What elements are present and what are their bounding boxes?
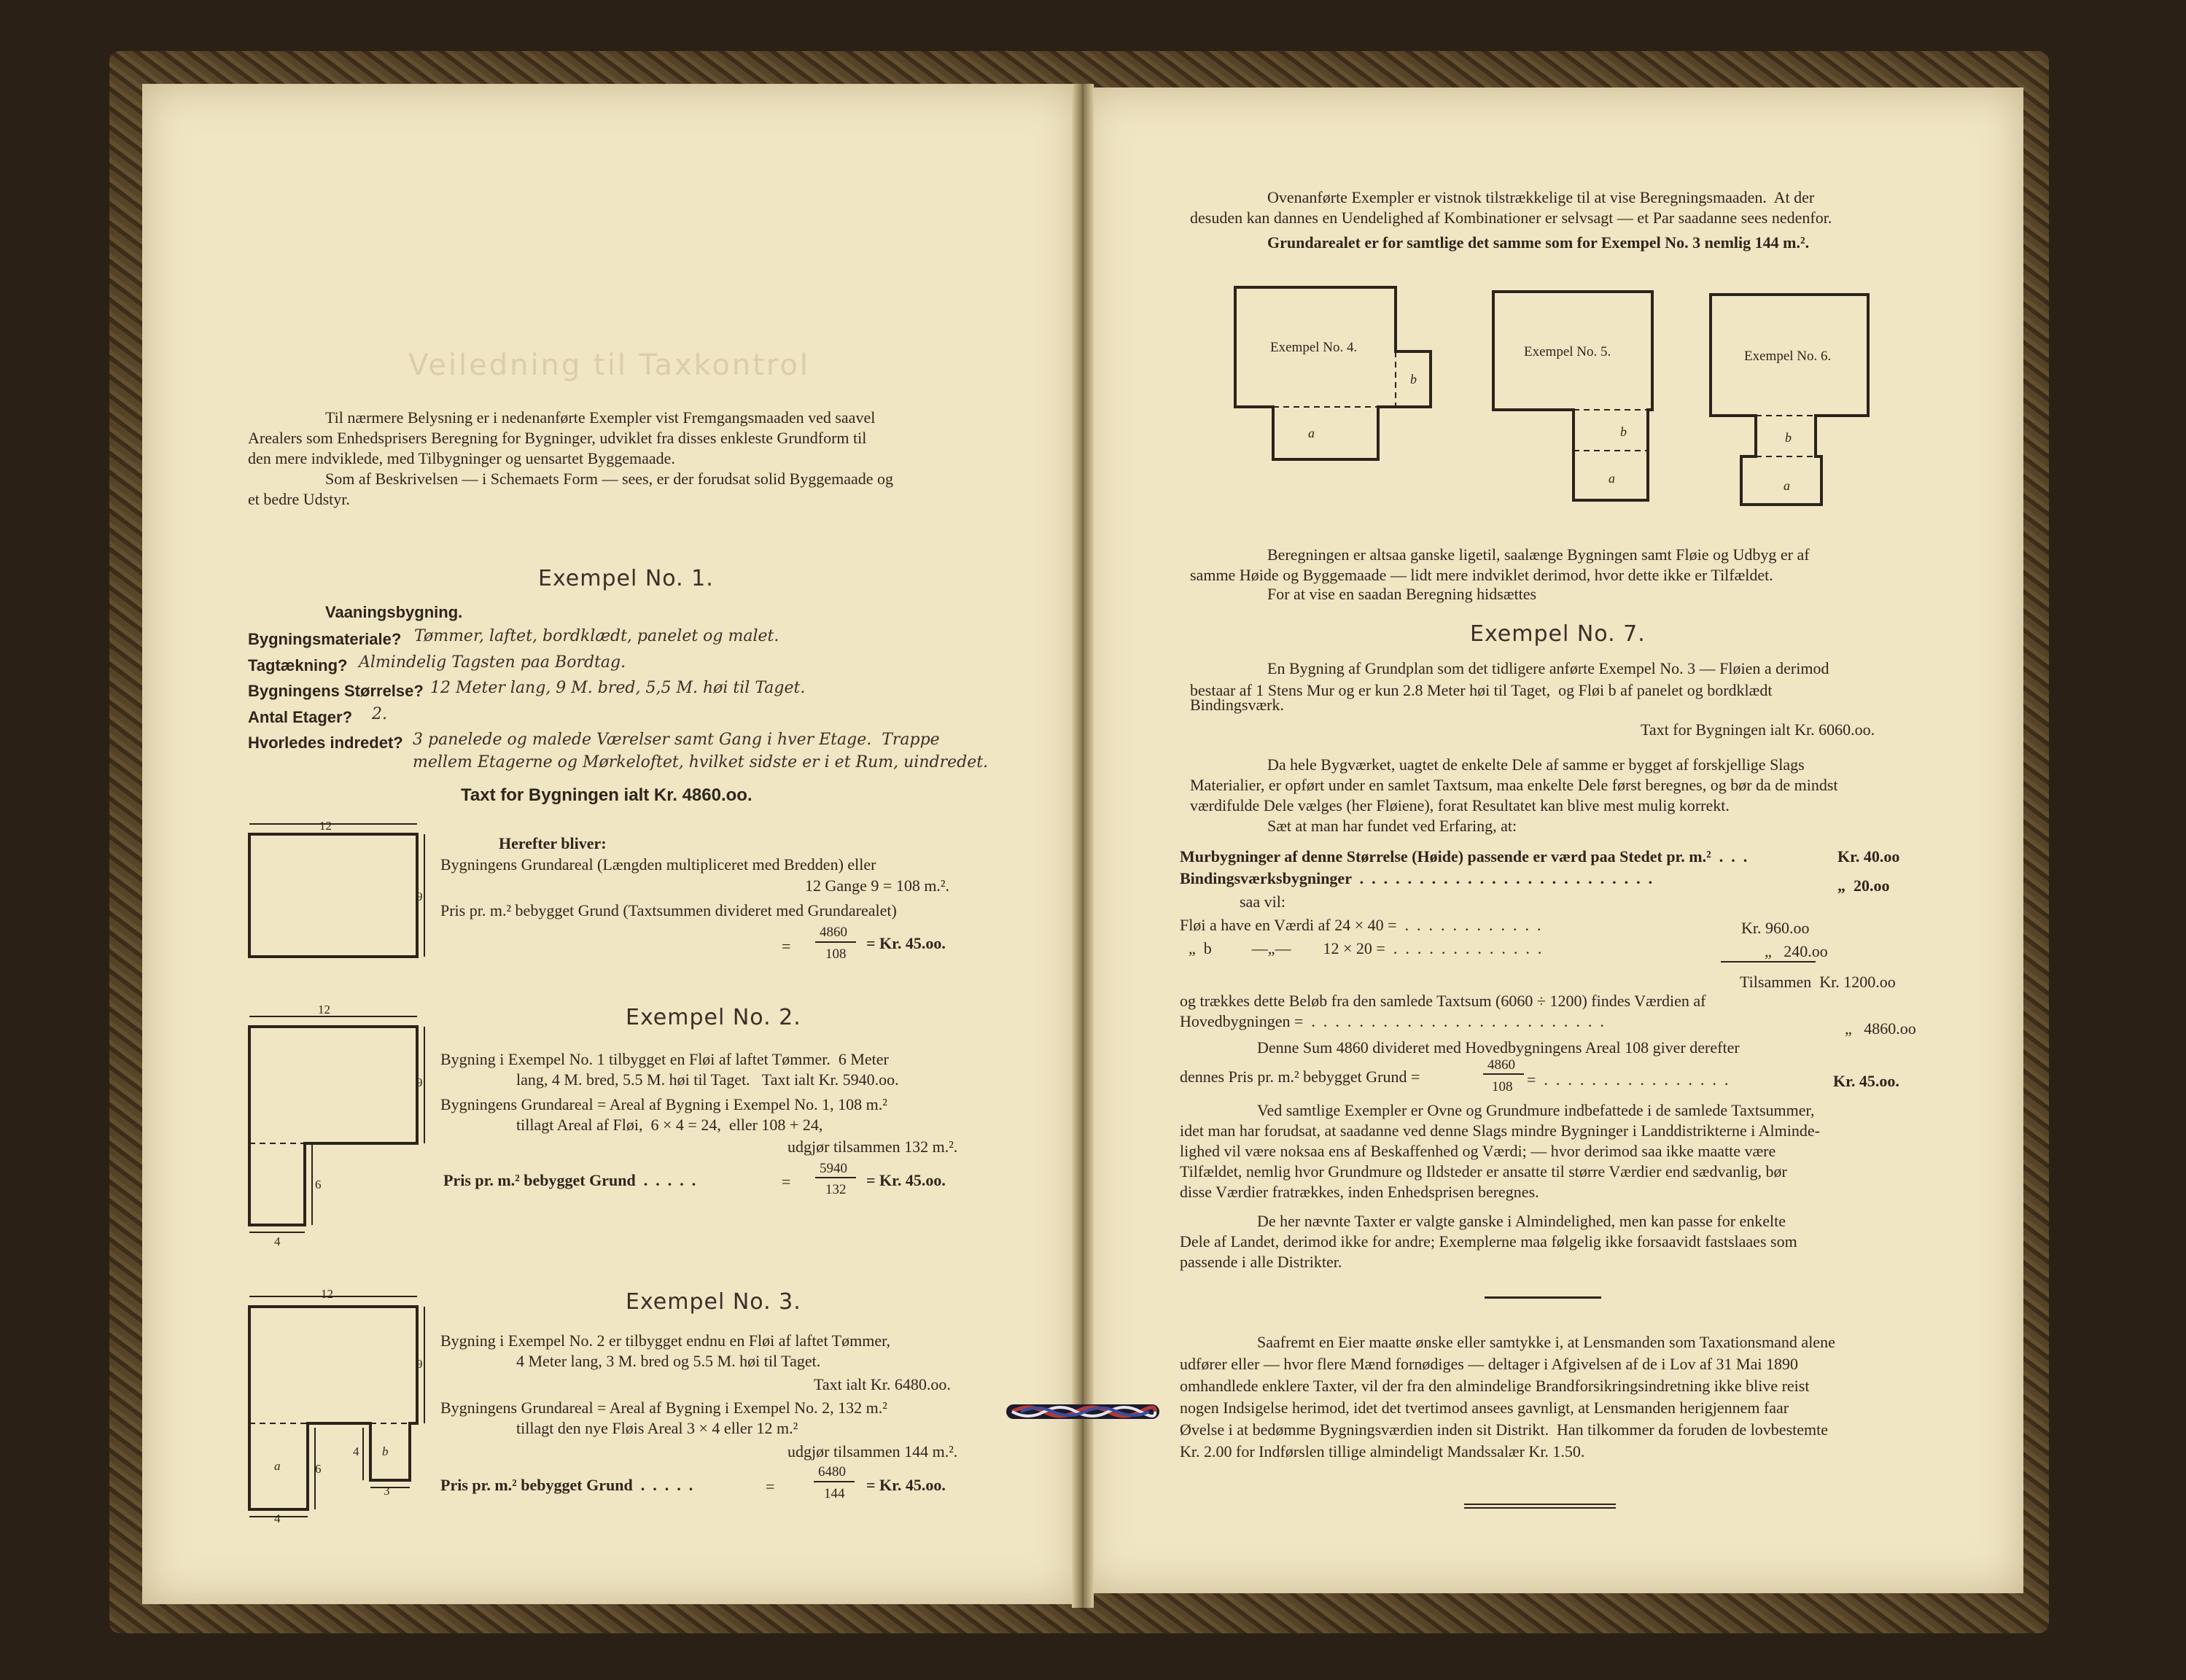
ex1-denominator: 108 bbox=[825, 946, 847, 962]
intro-line-4: Som af Beskrivelsen — i Schemaets Form — sees, er der forudsat solid Byggemaade og bbox=[325, 470, 894, 488]
exempel-3-title: Exempel No. 3. bbox=[626, 1289, 801, 1315]
fig-4-label: Exempel No. 4. bbox=[1270, 340, 1358, 355]
exempel-1-floorplan bbox=[245, 817, 435, 970]
para2-line-4: Sæt at man har fundet ved Erfaring, at: bbox=[1267, 817, 1517, 835]
ex3-dim-3: 3 bbox=[384, 1484, 390, 1498]
sum-result: Kr. 45.oo. bbox=[1833, 1072, 1899, 1090]
bind-value: „ 20.oo bbox=[1837, 876, 1890, 895]
ex7-line-2: bestaar af 1 Stens Mur og er kun 2.8 Meter høi til Taget, og Fløi b af panelet og bordklædt bbox=[1190, 681, 1773, 699]
right-intro-3: Grundarealet er for samtlige det samme som for Exempel No. 3 nemlig 144 m.². bbox=[1267, 233, 1810, 252]
para3-line-6: De her nævnte Taxter er valgte ganske i Almindelighed, men kan passe for enkelte bbox=[1257, 1212, 1786, 1230]
mur-value: Kr. 40.oo bbox=[1837, 847, 1900, 866]
ex2-dim-bottom: 4 bbox=[274, 1234, 281, 1248]
trk-line-1: og trækkes dette Beløb fra den samlede Taxtsum (6060 ÷ 1200) findes Værdien af bbox=[1180, 992, 1706, 1010]
ex2-line-3: Bygningens Grundareal = Areal af Bygning i Exempel No. 1, 108 m.² bbox=[440, 1095, 887, 1113]
ex1-eq: = bbox=[782, 937, 791, 955]
ex2-line-1: Bygning i Exempel No. 1 tilbygget en Fløi af laftet Tømmer. 6 Meter bbox=[440, 1050, 889, 1068]
ex1-line-2: Bygningens Grundareal (Længden multipliceret med Bredden) eller bbox=[440, 855, 876, 874]
para4-line-1: Saafremt en Eier maatte ønske eller samtykke i, at Lensmanden som Taxationsmand alene bbox=[1257, 1333, 1835, 1351]
ex3-wing-a: a bbox=[274, 1459, 281, 1473]
q-size: Bygningens Størrelse? bbox=[248, 682, 424, 700]
ex2-denominator: 132 bbox=[825, 1182, 847, 1197]
ex2-line-2: lang, 4 M. bred, 5.5 M. høi til Taget. Taxt ialt Kr. 5940.oo. bbox=[516, 1070, 899, 1089]
fig-6-label: Exempel No. 6. bbox=[1744, 349, 1832, 364]
ex2-fraction-bar bbox=[815, 1177, 856, 1178]
para3-line-5: disse Værdier fratrækkes, inden Enhedsprisen beregnes. bbox=[1180, 1183, 1539, 1201]
sum-dots: = . . . . . . . . . . . . . . . . bbox=[1527, 1070, 1729, 1089]
a-size: 12 Meter lang, 9 M. bred, 5,5 M. høi til Taget. bbox=[430, 679, 806, 697]
para4-line-6: Kr. 2.00 for Indførslen tillige almindeligt Mandssalær Kr. 1.50. bbox=[1180, 1442, 1585, 1461]
ex3-line-5: tillagt den nye Fløis Areal 3 × 4 eller 12 m.² bbox=[516, 1419, 798, 1437]
ex7-tax: Taxt for Bygningen ialt Kr. 6060.oo. bbox=[1641, 720, 1875, 739]
exempel-1-title: Exempel No. 1. bbox=[538, 566, 714, 591]
ex3-line-3: Taxt ialt Kr. 6480.oo. bbox=[814, 1375, 951, 1393]
exempel-2-title: Exempel No. 2. bbox=[626, 1005, 801, 1030]
exempel-3-floorplan bbox=[245, 1289, 435, 1530]
sum-line-1: Denne Sum 4860 divideret med Hovedbygningens Areal 108 giver derefter bbox=[1257, 1038, 1740, 1057]
floi-a-value: Kr. 960.oo bbox=[1741, 919, 1810, 937]
ex1-line-3: 12 Gange 9 = 108 m.². bbox=[805, 876, 950, 895]
ex3-wing-b: b bbox=[382, 1444, 389, 1458]
a-layout-2: mellem Etagerne og Mørkeloftet, hvilket sidste er i et Rum, uindredet. bbox=[413, 753, 989, 771]
ex3-fraction-bar bbox=[814, 1481, 855, 1482]
q-floors: Antal Etager? bbox=[248, 708, 353, 726]
ex2-line-6: Pris pr. m.² bebygget Grund . . . . . bbox=[443, 1171, 696, 1189]
para4-line-4: nogen Indsigelse herimod, idet det tvertimod ansees gavnligt, at Lensmanden herigjennem faar bbox=[1180, 1399, 1789, 1417]
ex3-dim-top: 12 bbox=[321, 1287, 333, 1301]
bind-line: Bindingsværksbygninger . . . . . . . . . . . . . . . . . . . . . . . . . bbox=[1180, 869, 1653, 887]
right-intro-2: desuden kan dannes en Uendelighed af Kombinationer er selvsagt — et Par saadanne sees nedenfor. bbox=[1190, 209, 1832, 227]
saa-vil: saa vil: bbox=[1240, 892, 1285, 911]
ex3-line-4: Bygningens Grundareal = Areal af Bygning i Exempel No. 2, 132 m.² bbox=[440, 1399, 887, 1417]
ex1-result: = Kr. 45.oo. bbox=[866, 934, 946, 952]
ghost-title: Veiledning til Taxkontrol bbox=[408, 349, 811, 382]
ex3-dim-4: 4 bbox=[353, 1444, 359, 1458]
sum-line-2: dennes Pris pr. m.² bebygget Grund = bbox=[1180, 1068, 1420, 1086]
q-roof: Tagtækning? bbox=[248, 656, 348, 674]
q-material: Bygningsmateriale? bbox=[248, 630, 402, 648]
ex3-line-1: Bygning i Exempel No. 2 er tilbygget endnu en Fløi af laftet Tømmer, bbox=[440, 1331, 891, 1350]
para2-line-1: Da hele Bygværket, uagtet de enkelte Dele af samme er bygget af forskjellige Slags bbox=[1267, 755, 1805, 774]
ex1-dim-side: 9 bbox=[416, 890, 423, 903]
para3-line-8: passende i alle Distrikter. bbox=[1180, 1253, 1342, 1271]
ex3-result: = Kr. 45.oo. bbox=[866, 1476, 946, 1494]
floi-b-value: „ 240.oo bbox=[1765, 942, 1828, 960]
fig-4-a: a bbox=[1308, 426, 1315, 440]
ex3-line-2: 4 Meter lang, 3 M. bred og 5.5 M. høi til Taget. bbox=[516, 1352, 821, 1370]
para3-line-4: Tilfældet, nemlig hvor Grundmure og Ildsteder er ansatte til større Værdier end sædvanlig, bør bbox=[1180, 1162, 1787, 1181]
fig-5-label: Exempel No. 5. bbox=[1524, 344, 1611, 359]
ex3-eq: = bbox=[766, 1477, 775, 1496]
ex1-line-4: Pris pr. m.² bebygget Grund (Taxtsummen divideret med Grundarealet) bbox=[440, 901, 897, 919]
ex1-fraction-bar bbox=[815, 941, 856, 943]
ex2-line-4: tillagt Areal af Fløi, 6 × 4 = 24, eller 108 + 24, bbox=[516, 1116, 823, 1134]
ex3-dim-side: 9 bbox=[416, 1357, 423, 1371]
para4-line-3: omhandlede enklere Taxter, vil der fra den almindelige Brandforsikringsindretning ikke blive reist bbox=[1180, 1377, 1810, 1395]
para3-line-2: idet man har forudsat, at saadanne ved denne Slags mindre Bygninger i Landdistrikterne i Alminde- bbox=[1180, 1121, 1820, 1140]
ex3-dim-6: 6 bbox=[315, 1462, 322, 1476]
fig-4-b: b bbox=[1410, 372, 1417, 386]
a-floors: 2. bbox=[372, 705, 387, 723]
exempel-2-floorplan bbox=[245, 1003, 435, 1237]
end-rule bbox=[1464, 1504, 1616, 1509]
tilsammen: Tilsammen Kr. 1200.oo bbox=[1740, 973, 1896, 991]
ex7-line-1: En Bygning af Grundplan som det tidligere anførte Exempel No. 3 — Fløien a derimod bbox=[1267, 659, 1829, 677]
floi-a-line: Fløi a have en Værdi af 24 × 40 = . . . . . . . . . . . . bbox=[1180, 916, 1541, 934]
ex3-numerator: 6480 bbox=[818, 1464, 846, 1479]
intro-line-1: Til nærmere Belysning er i nedenanførte Exempler vist Fremgangsmaaden ved saavel bbox=[325, 408, 876, 427]
para3-line-7: Dele af Landet, derimod ikke for andre; Exemplerne maa følgelig ikke forsaavidt fastslaaes som bbox=[1180, 1232, 1797, 1251]
ex3-denominator: 144 bbox=[824, 1486, 845, 1501]
para4-line-2: udfører eller — hvor flere Mænd fornødiges — deltager i Afgivelsen af de i Lov af 31 Mai 1890 bbox=[1180, 1355, 1798, 1373]
trk-line-2: Hovedbygningen = . . . . . . . . . . . . . . . . . . . . . . . . . bbox=[1180, 1012, 1604, 1030]
a-layout-1: 3 panelede og malede Værelser samt Gang i hver Etage. Trappe bbox=[413, 731, 940, 749]
sum-rule bbox=[1721, 961, 1816, 962]
q-layout: Hvorledes indredet? bbox=[248, 734, 403, 752]
sum-denominator: 108 bbox=[1492, 1079, 1513, 1094]
ex7-line-3: Bindingsværk. bbox=[1190, 696, 1284, 714]
binding-thread bbox=[1006, 1400, 1159, 1423]
a-material: Tømmer, laftet, bordklædt, panelet og malet. bbox=[414, 627, 779, 645]
book-gutter bbox=[1072, 84, 1094, 1608]
exempel-1-subtitle: Vaaningsbygning. bbox=[325, 603, 463, 621]
para3-line-3: lighed vil være noksaa ens af Beskaffenhed og Værdi; — hvor derimod saa ikke maatte være bbox=[1180, 1142, 1776, 1160]
floi-b-line: „ b —„— 12 × 20 = . . . . . . . . . . . . . bbox=[1189, 939, 1542, 957]
ex3-dim-bottom: 4 bbox=[274, 1512, 281, 1525]
ex1-numerator: 4860 bbox=[820, 925, 847, 940]
ex3-line-6: udgjør tilsammen 144 m.². bbox=[787, 1442, 958, 1461]
sum-numerator: 4860 bbox=[1487, 1057, 1515, 1073]
intro-line-3: den mere indviklede, med Tilbygninger og uensartet Byggemaade. bbox=[248, 449, 675, 467]
fig-5-b: b bbox=[1620, 424, 1627, 439]
mur-line: Murbygninger af denne Størrelse (Høide) passende er værd paa Stedet pr. m.² . . . bbox=[1180, 847, 1748, 866]
para1-line-1: Beregningen er altsaa ganske ligetil, saalænge Bygningen samt Fløie og Udbyg er af bbox=[1267, 545, 1810, 564]
para2-line-2: Materialier, er opført under en samlet Taxtsum, maa enkelte Dele først beregnes, og bør da de mindst bbox=[1190, 776, 1838, 794]
ex2-eq: = bbox=[782, 1172, 791, 1191]
ex3-line-7: Pris pr. m.² bebygget Grund . . . . . bbox=[440, 1476, 693, 1494]
ex2-dim-side: 9 bbox=[416, 1076, 423, 1089]
fig-6-a: a bbox=[1784, 478, 1790, 493]
para3-line-1: Ved samtlige Exempler er Ovne og Grundmure indbefattede i de samlede Taxtsummer, bbox=[1257, 1101, 1815, 1119]
para1-line-3: For at vise en saadan Beregning hidsættes bbox=[1267, 585, 1537, 603]
ex1-line-1: Herefter bliver: bbox=[499, 834, 607, 852]
ex1-dim-top: 12 bbox=[319, 819, 332, 833]
intro-line-5: et bedre Udstyr. bbox=[248, 490, 350, 508]
para4-line-5: Øvelse i at bedømme Bygningsværdien inden sit Distrikt. Han tilkommer da foruden de lovbestemte bbox=[1180, 1420, 1829, 1439]
fig-6-b: b bbox=[1785, 430, 1792, 445]
right-intro-1: Ovenanførte Exempler er vistnok tilstrækkelige til at vise Beregningsmaaden. At der bbox=[1267, 188, 1815, 206]
ex2-line-5: udgjør tilsammen 132 m.². bbox=[787, 1138, 958, 1156]
a-roof: Almindelig Tagsten paa Bordtag. bbox=[359, 653, 626, 672]
exempel-4-6-floorplans bbox=[1232, 284, 1874, 510]
para1-line-2: samme Høide og Byggemaade — lidt mere indviklet derimod, hvor dette ikke er Tilfældet. bbox=[1190, 566, 1773, 584]
intro-line-2: Arealers som Enhedsprisers Beregning for Bygninger, udviklet fra disses enkleste Grundform til bbox=[248, 429, 867, 447]
ex2-result: = Kr. 45.oo. bbox=[866, 1171, 946, 1189]
exempel-7-title: Exempel No. 7. bbox=[1470, 621, 1646, 647]
ex2-dim-top: 12 bbox=[318, 1003, 330, 1016]
section-divider bbox=[1485, 1296, 1601, 1299]
para2-line-3: værdifulde Dele vælges (her Fløiene), forat Resultatet kan blive mest mulig korrekt. bbox=[1190, 796, 1730, 814]
trk-value: „ 4860.oo bbox=[1845, 1019, 1916, 1038]
exempel-1-tax: Taxt for Bygningen ialt Kr. 4860.oo. bbox=[461, 785, 752, 805]
ex2-dim-wing: 6 bbox=[315, 1178, 322, 1191]
sum-fraction-bar bbox=[1483, 1073, 1524, 1075]
ex2-numerator: 5940 bbox=[820, 1161, 847, 1176]
fig-5-a: a bbox=[1609, 471, 1615, 486]
